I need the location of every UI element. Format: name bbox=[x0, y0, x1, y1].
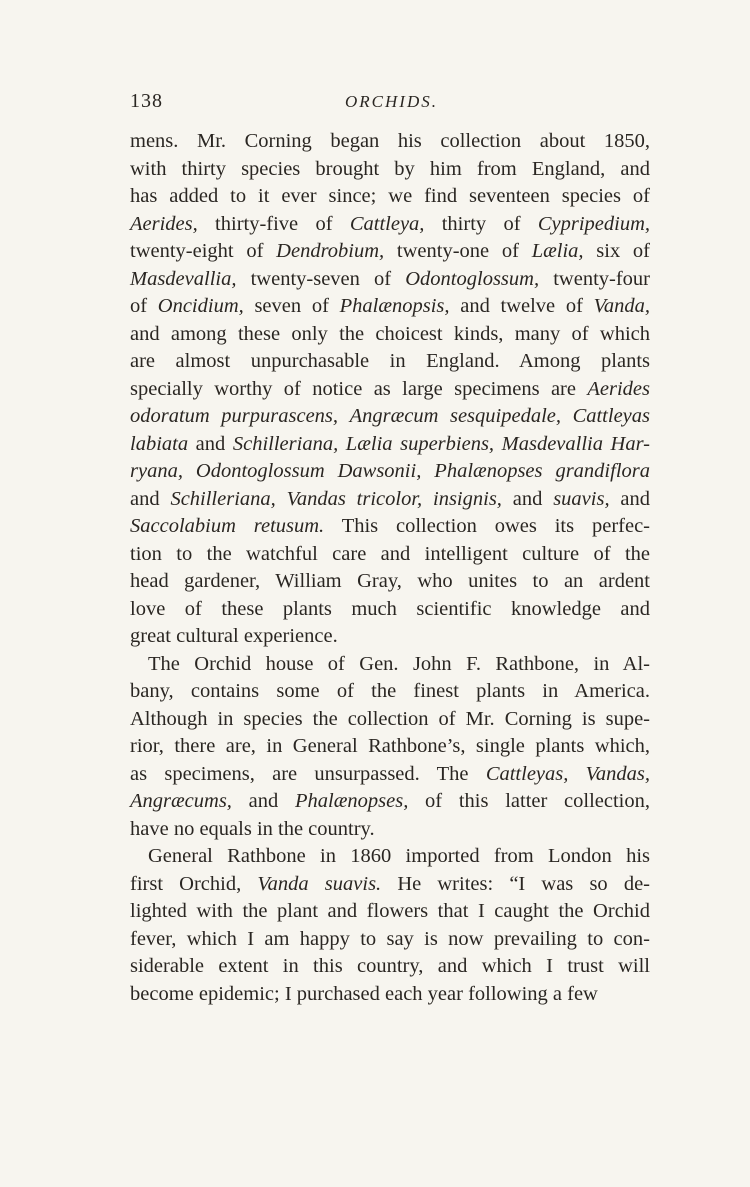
text-line bbox=[130, 403, 650, 431]
text-line bbox=[130, 321, 650, 349]
text-line bbox=[130, 128, 650, 156]
text-line bbox=[130, 156, 650, 184]
italic-text-run: Odontoglossum Dawsonii, bbox=[195, 460, 422, 482]
text-line bbox=[130, 761, 650, 789]
text-line bbox=[130, 458, 650, 486]
body-text bbox=[130, 128, 650, 1008]
text-run: twenty-eight of bbox=[130, 240, 277, 262]
text-run: love of these plants much scientific knowledge and bbox=[130, 597, 650, 620]
text-run: He writes: “I was so de- bbox=[381, 872, 650, 895]
text-line bbox=[130, 953, 650, 981]
italic-text-run: Vandas tricolor, bbox=[286, 487, 423, 510]
italic-text-run: Phalænopses grandiflora bbox=[434, 460, 650, 482]
text-run: and twelve of bbox=[449, 295, 594, 317]
italic-text-run: Schilleriana, bbox=[170, 487, 276, 510]
text-run: tion to the watchful care and intelligent culture of the bbox=[130, 542, 650, 565]
text-run: and bbox=[609, 487, 650, 510]
text-run: as specimens, are unsurpassed. The bbox=[130, 762, 486, 785]
text-line bbox=[130, 486, 650, 514]
italic-text-run: Angræcum sesquipedale, bbox=[349, 405, 561, 427]
italic-text-run: Cypripedium, bbox=[537, 212, 650, 235]
italic-text-run: Vanda suavis. bbox=[257, 872, 382, 895]
page-number: 138 bbox=[130, 90, 163, 112]
text-run: Although in species the collection of Mr. Corning is supe- bbox=[130, 707, 650, 730]
text-line bbox=[130, 788, 650, 816]
italic-text-run: Aerides, bbox=[130, 212, 198, 235]
text-run: first Orchid, bbox=[130, 872, 258, 895]
text-run: lighted with the plant and flowers that I caught the Orchid bbox=[130, 900, 650, 922]
text-run: This collection owes its perfec- bbox=[324, 515, 650, 537]
text-run: and bbox=[188, 432, 233, 455]
text-run: become epidemic; I purchased each year following a few bbox=[130, 982, 598, 1005]
text-run: and among these only the choicest kinds, many of which bbox=[130, 322, 650, 345]
italic-text-run: Vandas, bbox=[585, 762, 651, 785]
text-line bbox=[130, 348, 650, 376]
text-line bbox=[130, 651, 650, 679]
text-line bbox=[130, 431, 650, 459]
text-run: six of bbox=[583, 240, 651, 262]
text-run: and bbox=[130, 487, 171, 510]
italic-text-run: Aerides bbox=[587, 377, 650, 400]
text-line bbox=[130, 293, 650, 321]
italic-text-run: Oncidium, bbox=[157, 295, 244, 317]
italic-text-run: Cattleyas bbox=[572, 405, 650, 427]
page-header bbox=[130, 90, 650, 118]
italic-text-run: Masdevallia, bbox=[130, 267, 237, 290]
text-run bbox=[568, 763, 585, 785]
italic-text-run: labiata bbox=[130, 432, 189, 455]
text-run: of bbox=[130, 295, 158, 317]
text-line bbox=[130, 238, 650, 266]
italic-text-run: Lælia, bbox=[531, 240, 584, 262]
text-line bbox=[130, 898, 650, 926]
italic-text-run: Schilleriana, bbox=[232, 432, 339, 455]
italic-text-run: Masdevallia Har- bbox=[501, 432, 651, 455]
italic-text-run: Saccolabium retusum. bbox=[130, 515, 325, 537]
text-run: fever, which I am happy to say is now prevailing to con- bbox=[130, 927, 650, 950]
text-line bbox=[130, 843, 650, 871]
italic-text-run: Dendrobium, bbox=[276, 240, 385, 262]
text-line bbox=[130, 981, 650, 1009]
text-line bbox=[130, 211, 650, 239]
paragraph bbox=[130, 651, 650, 844]
text-run: twenty-seven of bbox=[236, 267, 406, 290]
text-run: seven of bbox=[243, 295, 340, 317]
paragraph bbox=[130, 843, 650, 1008]
text-line bbox=[130, 733, 650, 761]
text-line bbox=[130, 678, 650, 706]
text-run: has added to it ever since; we find seventeen species of bbox=[130, 185, 650, 207]
italic-text-run: Phalænopses, bbox=[295, 790, 409, 812]
text-run: and bbox=[501, 487, 554, 510]
text-line bbox=[130, 376, 650, 404]
text-run: of this latter collection, bbox=[408, 790, 650, 812]
text-run bbox=[338, 405, 350, 427]
paragraph bbox=[130, 128, 650, 651]
text-run bbox=[338, 433, 346, 455]
text-run bbox=[422, 488, 433, 510]
text-run bbox=[183, 460, 196, 482]
text-line bbox=[130, 706, 650, 734]
text-run: great cultural experience. bbox=[130, 625, 338, 647]
text-line bbox=[130, 513, 650, 541]
text-run: are almost unpurchasable in England. Among plants bbox=[130, 350, 650, 372]
text-run: General Rathbone in 1860 imported from London his bbox=[148, 845, 650, 867]
text-run: specially worthy of notice as large specimens are bbox=[130, 377, 588, 400]
text-line bbox=[130, 596, 650, 624]
italic-text-run: suavis, bbox=[553, 487, 610, 510]
text-run: rior, there are, in General Rathbone’s, single plants which, bbox=[130, 735, 650, 757]
text-run: thirty of bbox=[424, 212, 538, 235]
italic-text-run: Vanda, bbox=[593, 295, 650, 317]
italic-text-run: Cattleyas, bbox=[485, 762, 569, 785]
text-run: mens. Mr. Corning began his collection about 1850, bbox=[130, 130, 650, 152]
text-run: and bbox=[231, 790, 295, 812]
text-run: siderable extent in this country, and which I trust will bbox=[130, 955, 650, 977]
text-run: head gardener, William Gray, who unites to an ardent bbox=[130, 570, 650, 592]
italic-text-run: Phalænopsis, bbox=[339, 295, 450, 317]
text-line bbox=[130, 266, 650, 294]
italic-text-run: insignis, bbox=[433, 487, 502, 510]
text-run: have no equals in the country. bbox=[130, 817, 375, 840]
text-run bbox=[421, 460, 434, 482]
text-run bbox=[494, 433, 502, 455]
italic-text-run: odoratum purpurascens, bbox=[130, 405, 339, 427]
text-line bbox=[130, 183, 650, 211]
italic-text-run: Odontoglossum, bbox=[405, 267, 540, 290]
text-line bbox=[130, 541, 650, 569]
text-line bbox=[130, 568, 650, 596]
italic-text-run: ryana, bbox=[130, 460, 183, 482]
text-line bbox=[130, 926, 650, 954]
running-head: ORCHIDS. bbox=[345, 92, 438, 111]
text-run: twenty-one of bbox=[384, 240, 532, 262]
text-run: bany, contains some of the finest plants in America. bbox=[130, 680, 650, 702]
text-run: twenty-four bbox=[539, 267, 651, 290]
text-run bbox=[561, 405, 573, 427]
text-run: The Orchid house of Gen. John F. Rathbone, in Al- bbox=[148, 652, 650, 675]
text-run: with thirty species brought by him from England, and bbox=[130, 157, 650, 180]
italic-text-run: Angræcums, bbox=[130, 790, 232, 812]
text-line bbox=[130, 623, 650, 651]
text-line bbox=[130, 816, 650, 844]
text-run bbox=[276, 488, 287, 510]
text-run: thirty-five of bbox=[197, 212, 350, 235]
text-line bbox=[130, 871, 650, 899]
italic-text-run: Cattleya, bbox=[349, 212, 425, 235]
italic-text-run: Lælia superbiens, bbox=[345, 432, 495, 455]
